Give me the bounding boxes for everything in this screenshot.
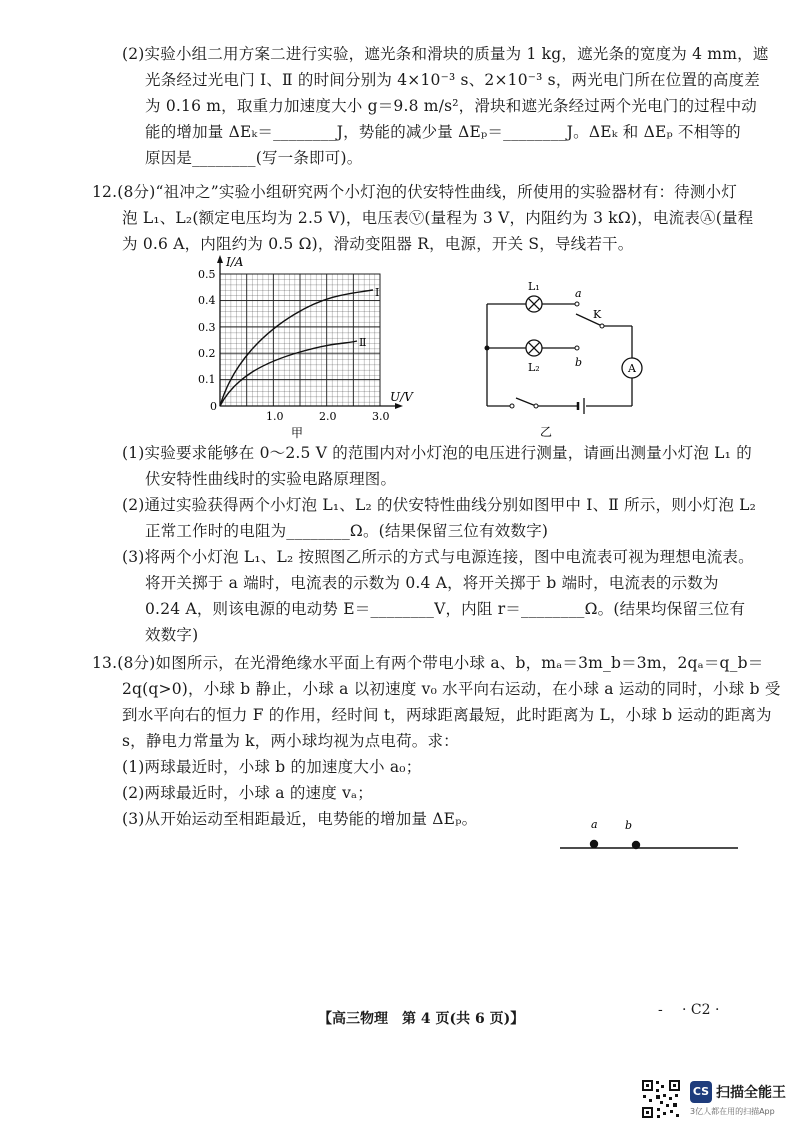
y-tick-0.5: 0.5 bbox=[198, 268, 216, 281]
y-tick-0.2: 0.2 bbox=[198, 347, 216, 360]
y-axis-arrow bbox=[217, 255, 223, 263]
ball-b-label: b bbox=[625, 819, 633, 832]
q12-intro-line-1: 12.(8分)“祖冲之”实验小组研究两个小灯泡的伏安特性曲线，所使用的实验器材有：待测小灯 bbox=[92, 183, 737, 201]
circuit-caption: 乙 bbox=[540, 425, 553, 439]
q12-sub-line-6: 将开关掷于 a 端时，电流表的示数为 0.4 A，将开关掷于 b 端时，电流表的示数为 bbox=[145, 574, 719, 592]
q13-line-5: (1)两球最近时，小球 b 的加速度大小 a₀； bbox=[122, 758, 422, 776]
q11-line-1: (2)实验小组二用方案二进行实验，遮光条和滑块的质量为 1 kg，遮光条的宽度为 4 mm，遮 bbox=[122, 45, 769, 63]
x-tick-3.0: 3.0 bbox=[372, 410, 390, 423]
scanner-logo-icon: CS bbox=[690, 1081, 712, 1103]
x-axis-label: U/V bbox=[390, 390, 413, 404]
circuit-diagram bbox=[478, 270, 648, 440]
y-tick-0.1: 0.1 bbox=[198, 373, 216, 386]
ball-a bbox=[590, 840, 598, 848]
circuit-label-b: b bbox=[575, 356, 583, 369]
q12-sub-line-1: (1)实验要求能够在 0～2.5 V 的范围内对小灯泡的电压进行测量，请画出测量小灯泡 L₁ 的 bbox=[122, 444, 752, 462]
q11-line-2: 光条经过光电门 Ⅰ、Ⅱ 的时间分别为 4×10⁻³ s、2×10⁻³ s，两光电门所在位置的高度差 bbox=[145, 71, 760, 89]
circuit-label-L2: L₂ bbox=[528, 361, 540, 374]
x-tick-1.0: 1.0 bbox=[266, 410, 284, 423]
circuit-label-a: a bbox=[575, 287, 582, 300]
qr-code-icon bbox=[641, 1079, 681, 1119]
q12-sub-line-5: (3)将两个小灯泡 L₁、L₂ 按照图乙所示的方式与电源连接，图中电流表可视为理想电流表。 bbox=[122, 548, 754, 566]
q12-sub-line-7: 0.24 A，则该电源的电动势 E＝________V，内阻 r＝________Ω。(结果均保留三位有 bbox=[145, 600, 746, 618]
ball-a-label: a bbox=[591, 818, 598, 831]
q11-line-5: 原因是________(写一条即可)。 bbox=[145, 149, 363, 167]
scanner-tagline: 3亿人都在用的扫描App bbox=[690, 1107, 775, 1116]
q13-line-4: s，静电力常量为 k，两小球均视为点电荷。求： bbox=[122, 732, 459, 750]
q13-line-6: (2)两球最近时，小球 a 的速度 vₐ； bbox=[122, 784, 373, 802]
circuit-label-L1: L₁ bbox=[528, 280, 540, 293]
q12-sub-line-3: (2)通过实验获得两个小灯泡 L₁、L₂ 的伏安特性曲线分别如图甲中 Ⅰ、Ⅱ 所示，则小灯泡 L₂ bbox=[122, 496, 757, 514]
q13-line-3: 到水平向右的恒力 F 的作用，经时间 t，两球距离最短，此时距离为 L，小球 b 运动的距离为 bbox=[122, 706, 772, 724]
q11-line-3: 为 0.16 m，取重力加速度大小 g＝9.8 m/s²，滑块和遮光条经过两个光电门的过程中动 bbox=[145, 97, 757, 115]
q11-line-4: 能的增加量 ΔEₖ＝________J，势能的减少量 ΔEₚ＝________J。ΔEₖ 和 ΔEₚ 不相等的 bbox=[145, 123, 741, 141]
scanner-app-name: 扫描全能王 bbox=[716, 1085, 786, 1101]
x-tick-2.0: 2.0 bbox=[319, 410, 337, 423]
curve-I-label: Ⅰ bbox=[375, 286, 380, 299]
footer-dash: - bbox=[658, 1002, 663, 1018]
q12-sub-line-2: 伏安特性曲线时的实验电路原理图。 bbox=[145, 470, 397, 488]
q12-sub-line-8: 效数字) bbox=[145, 626, 199, 644]
q13-line-2: 2q(q>0)，小球 b 静止，小球 a 以初速度 v₀ 水平向右运动，在小球 a 运动的同时，小球 b 受 bbox=[122, 680, 781, 698]
curve-II-label: Ⅱ bbox=[359, 336, 367, 349]
q13-line-7: (3)从开始运动至相距最近，电势能的增加量 ΔEₚ。 bbox=[122, 810, 478, 828]
circuit-label-A: A bbox=[628, 362, 636, 375]
q12-intro-line-3: 为 0.6 A，内阻约为 0.5 Ω)，滑动变阻器 R，电源，开关 S，导线若干。 bbox=[122, 235, 634, 253]
page-footer-label: 【高三物理 第 4 页(共 6 页)】 bbox=[318, 1011, 525, 1027]
circuit-label-K: K bbox=[593, 308, 602, 321]
origin-label: 0 bbox=[210, 400, 217, 413]
ball-b bbox=[632, 841, 640, 849]
y-axis-label: I/A bbox=[226, 255, 244, 269]
q13-line-1: 13.(8分)如图所示，在光滑绝缘水平面上有两个带电小球 a、b，mₐ＝3m_b＝3m，2qₐ＝q_b＝ bbox=[92, 654, 764, 672]
q12-sub-line-4: 正常工作时的电阻为________Ω。(结果保留三位有效数字) bbox=[145, 522, 549, 540]
balls-figure bbox=[558, 812, 742, 856]
graph-caption: 甲 bbox=[291, 426, 304, 440]
q12-intro-line-2: 泡 L₁、L₂(额定电压均为 2.5 V)，电压表Ⓥ(量程为 3 V，内阻约为 3 kΩ)，电流表Ⓐ(量程 bbox=[122, 209, 754, 227]
iv-curve-graph bbox=[195, 252, 413, 440]
y-tick-0.4: 0.4 bbox=[198, 294, 216, 307]
y-tick-0.3: 0.3 bbox=[198, 321, 216, 334]
footer-code: · C2 · bbox=[682, 1002, 720, 1018]
